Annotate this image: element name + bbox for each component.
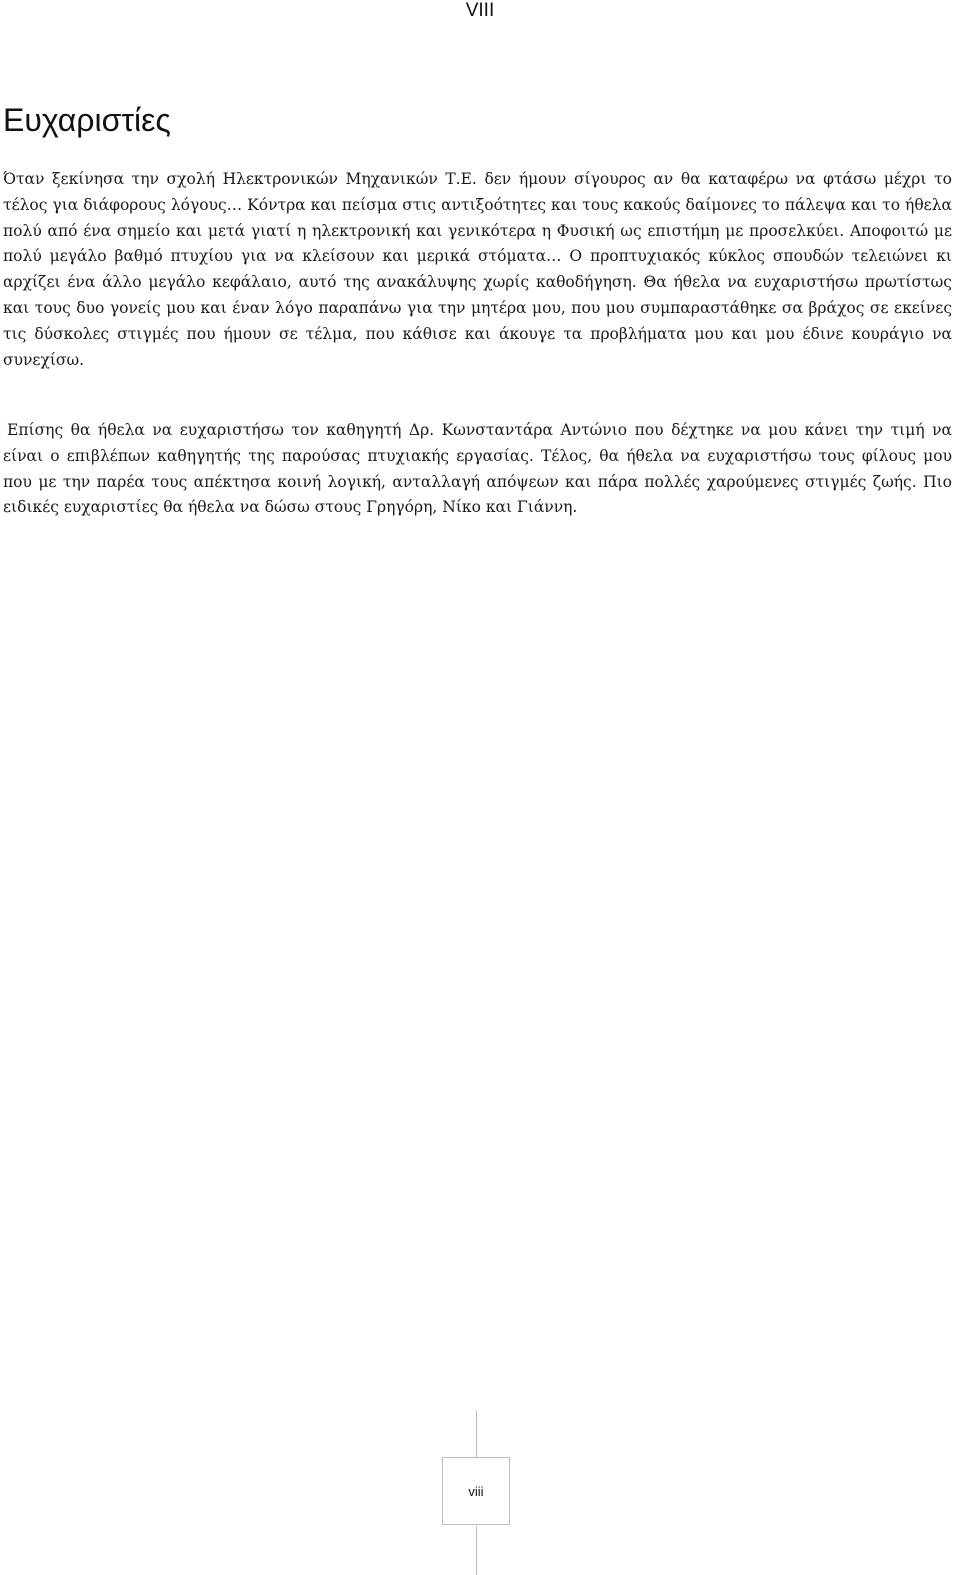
footer-line-bottom — [476, 1526, 477, 1575]
footer-page-number-box — [442, 1457, 510, 1525]
section-title: Ευχαριστίες — [3, 102, 171, 138]
footer-page-number: viii — [468, 1483, 484, 1499]
footer-line-top — [476, 1411, 477, 1458]
header-page-number: VIII — [465, 0, 495, 21]
paragraph-thanks: Επίσης θα ήθελα να ευχαριστήσω τον καθηγητή Δρ. Κωνσταντάρα Αντώνιο που δέχτηκε να μου κάνει την τιμή να είναι ο επιβλέπων καθηγητής της παρούσας πτυχιακής εργασίας. Τέλος, θα ήθελα να ευχαριστήσω τους φίλους μου που με την παρέα τους απέκτησα κοινή λογική, ανταλλαγή απόψεων και πάρα πολλές χαρούμενες στιγμές ζωής. Πιο ειδικές ευχαριστίες θα ήθελα να δώσω στους Γρηγόρη, Νίκο και Γιάννη. — [3, 421, 952, 517]
paragraph-intro: Όταν ξεκίνησα την σχολή Ηλεκτρονικών Μηχανικών Τ.Ε. δεν ήμουν σίγουρος αν θα καταφέρω να φτάσω μέχρι το τέλος για διάφορους λόγους… Κόντρα και πείσμα στις αντιξοότητες και τους κακούς δαίμονες το πάλεψα και το ήθελα πολύ από ένα σημείο και μετά γιατί η ηλεκτρονική και γενικότερα η Φυσική ως επιστήμη με προσελκύει. Αποφοιτώ με πολύ μεγάλο βαθμό πτυχίου για να κλείσουν και μερικά στόματα… Ο προπτυχιακός κύκλος σπουδών τελειώνει κι αρχίζει ένα άλλο μεγάλο κεφάλαιο, αυτό της ανακάλυψης χωρίς καθοδήγηση. Θα ήθελα να ευχαριστήσω πρωτίστως και τους δυο γονείς μου και έναν λόγο παραπάνω για την μητέρα μου, που μου συμπαραστάθηκε σα βράχος σε εκείνες τις δύσκολες στιγμές που ήμουν σε τέλμα, που κάθισε και άκουγε τα προβλήματα μου και μου έδινε κουράγιο να συνεχίσω. — [3, 170, 952, 369]
